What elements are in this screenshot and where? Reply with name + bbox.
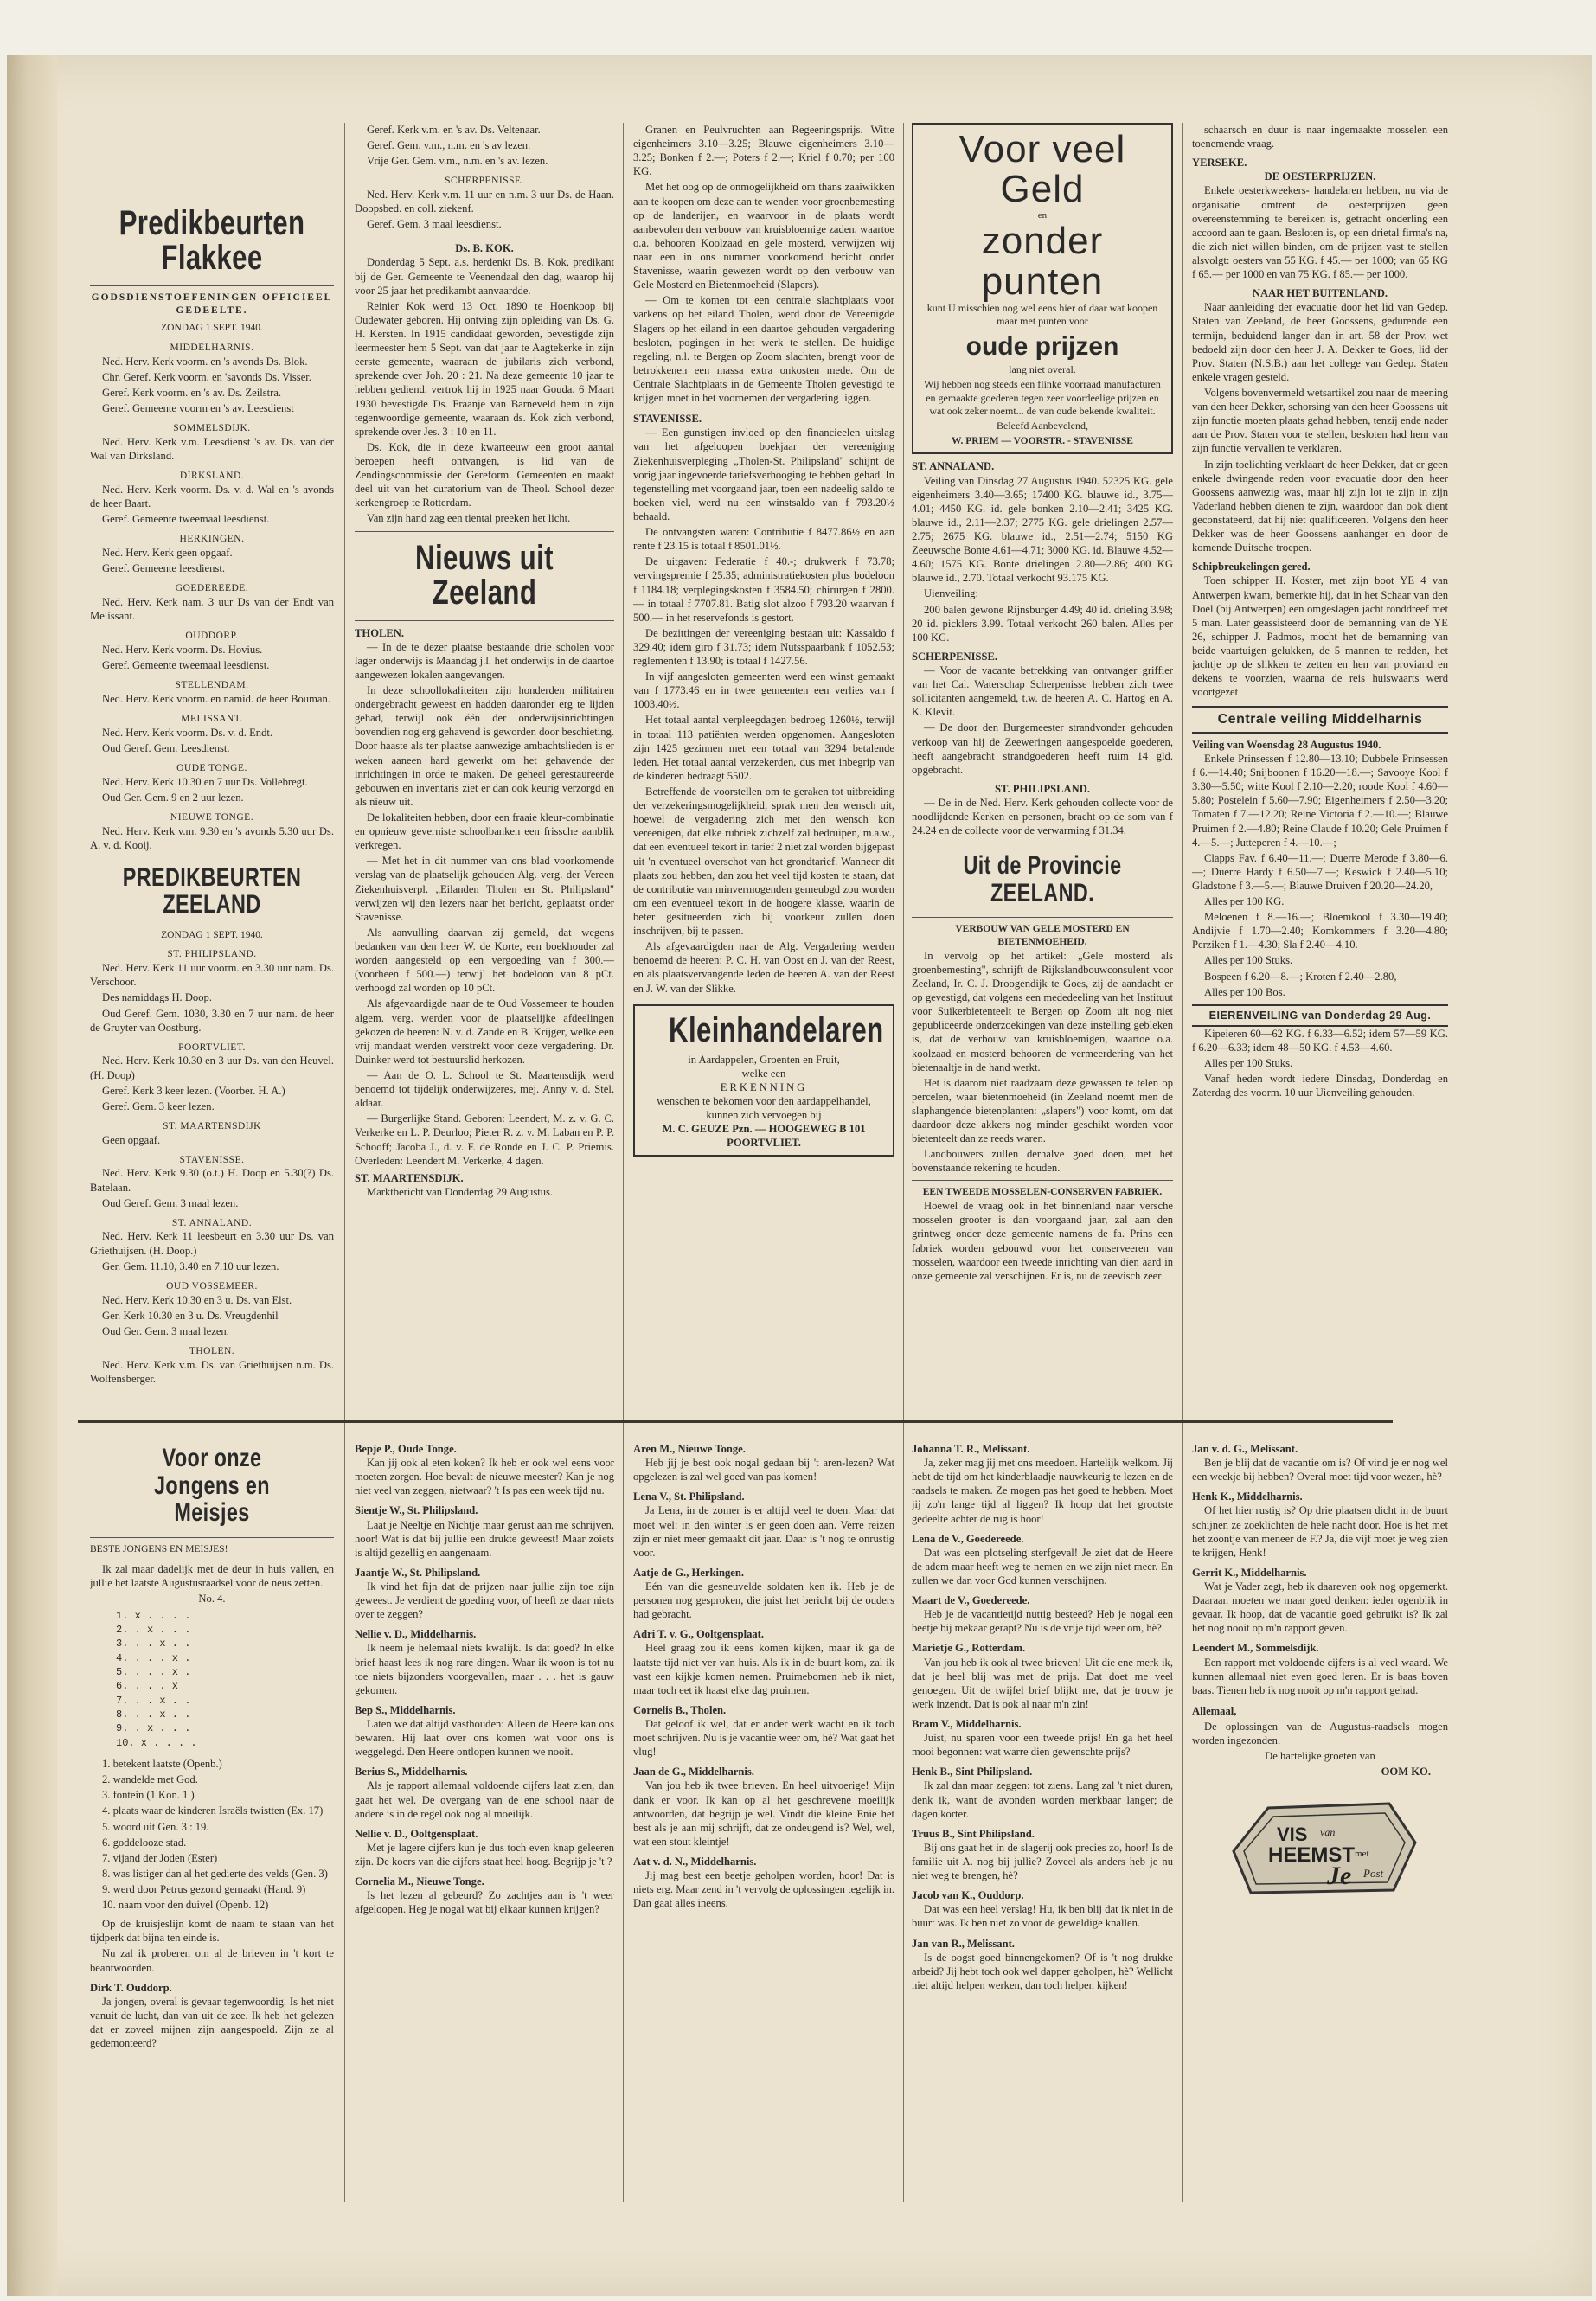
service-line: Ned. Herv. Kerk v.m. 9.30 en 's avonds 5.30 uur Ds. A. v. d. Kooij. xyxy=(90,824,334,851)
services-list-2 xyxy=(90,948,334,1385)
service-line: Ned. Herv. Kerk 11 leesbeurt en 3.30 uur Ds. van Griethuijsen. (H. Doop.) xyxy=(90,1230,334,1257)
obituary-paragraph: Donderdag 5 Sept. a.s. herdenkt Ds. B. Kok, predikant bij de Ger. Gemeente te Veenendaal den dag, waarop hij voor 25 jaar het predikambt aanvaardde. xyxy=(355,256,614,297)
veiling-date: Veiling van Woensdag 28 Augustus 1940. xyxy=(1192,738,1381,751)
service-line: Oud Geref. Gem. 1030, 3.30 en 7 uur nam. de heer de Gruyter van Oostburg. xyxy=(90,1007,334,1034)
puzzle-grid xyxy=(90,1610,334,1751)
service-line: Ned. Herv. Kerk voorm. Ds. v. d. Wal en 's avonds de heer Baart. xyxy=(90,483,334,510)
service-line: Ned. Herv. Kerk 10.30 en 3 u. Ds. van Elst. xyxy=(102,1293,292,1306)
news-paragraph: In deze schoollokaliteiten zijn honderden militairen ondergebracht geweest en hadden daaronder erg te lijden gehad, terwijl ook één der onderwijsinrichtingen bovendien nog erg gehavend is geworden door beschieting. Door haaste als ter plaatse aanwezige ambachtslieden is er weken aaneen hard gewerkt om het gehavende der inrichtingen in orde te maken. De geheel gerestaureerde gebouwen en inventaris ziet er dan ook keurig verzorgd en als nieuw uit. xyxy=(355,684,614,808)
closing-text-2: De hartelijke groeten van xyxy=(1265,1750,1375,1763)
price-paragraph: Clapps Fav. f 6.40—11.—; Duerre Merode f 3.80—6.—; Duerre Hardy f 6.50—7.—; Keswick f 2.40—5.10; Gladstone f 3.—5.—; Blauwe Druiven f 20.20—24.20, xyxy=(1192,851,1448,892)
article-paragraph: schaarsch en duur is naar ingemaakte mosselen een toenemende vraag. xyxy=(1192,124,1448,151)
puzzle-row: 7. . . x . . xyxy=(116,1694,191,1707)
service-line: Geref. Gemeente tweemaal leesdienst. xyxy=(102,659,270,671)
article-paragraph: Hoewel de vraag ook in het binnenland naar versche mosselen grooter is dan voorgaand jaar, zal aan den grintweg onder deze gemeente namens de fa. Prins een fabriek worden gebouwd voor het conserveeren van mosselen, waardoor een tweede inrichting van dien aard in onze gemeente zal verschijnen. Er is, nu de zeevisch zeer xyxy=(912,1200,1173,1282)
article-subheading-2: EEN TWEEDE MOSSELEN-CONSERVEN FABRIEK. xyxy=(922,1187,1163,1198)
auction-paragraph: Veiling van Dinsdag 27 Augustus 1940. 52325 KG. gele eigenheimers 3.40—3.65; 17400 KG. blauwe id., 3.75—4.01; 4450 KG. id. gele bonken 2.10—2.41; 3425 KG. blauwe id., 2.11—2.37; 2775 KG. gele drielingen 2.57—2.75; 2675 KG. blauwe id., 2.51—2.74; 5150 KG Zeeuwsche Bonte 4.61—4.71; 3000 KG. id. Blauwe 4.52—4.60; 1575 KG. Bonte drielingen 2.80—2.86; 400 KG blauwe id., 2.70. Totaal verkocht 93.175 KG. xyxy=(912,474,1173,585)
annaland-heading: ST. ANNALAND. xyxy=(912,460,995,473)
service-line: Vrije Ger. Gem. v.m., n.m. en 's av. lezen. xyxy=(367,155,548,168)
stphilipsland-heading: ST. PHILIPSLAND. xyxy=(995,782,1090,795)
letter-text: Heel graag zou ik eens komen kijken, maar ik ga de laatste tijd niet ver van huis. Als ik in de buurt kom, zal ik vast een kijkje komen nemen. Pruimebomen heb ik niet, maar toch eet ik haast elke dag pruimen. xyxy=(633,1642,894,1696)
article-paragraph: In zijn toelichting verklaart de heer Dekker, dat er geen enkele dwingende reden voor evacuatie door den heer Goossens aanwezig was, maar hij zijn lot te zijn in zijn Vaderland hebben dienen te zijn, waardoor dan ook dient geconstateerd, dat hij niet qualificeeren. Volgens den heer Dekker was de heer Goossens aanhanger en door de komende Duitsche troepen. xyxy=(1192,458,1448,554)
place-heading: MIDDELHARNIS. xyxy=(170,343,254,354)
puzzle-row: 1. x . . . . xyxy=(116,1609,191,1622)
letter-heading: Cornelia M., Nieuwe Tonge. xyxy=(355,1875,484,1888)
column-predikbeurten xyxy=(90,123,334,1420)
divider xyxy=(912,1180,1173,1181)
puzzle-clue: 7. vijand der Joden (Ester) xyxy=(102,1851,218,1864)
place-heading: NIEUWE TONGE. xyxy=(170,811,254,823)
letter-text: Bij ons gaat het in de slagerij ook precies zo, hoor! Is de familie uit A. nog bij jullie? Zoveel als anders heb je nu niet weg te brengen, hè? xyxy=(912,1841,1173,1882)
price-paragraph: Vanaf heden wordt iedere Dinsdag, Donderdag en Zaterdag des voorm. 10 uur Uienveiling gehouden. xyxy=(1192,1073,1448,1099)
divider xyxy=(912,917,1173,918)
stavenisse-report xyxy=(633,426,894,995)
ad-text-2: lang niet overal. xyxy=(1009,362,1076,375)
place-heading: STELLENDAM. xyxy=(175,680,249,691)
letter-heading: Truus B., Sint Philipsland. xyxy=(912,1827,1035,1840)
letter-heading: Nellie v. D., Ooltgensplaat. xyxy=(355,1827,478,1840)
column-yerseke-veiling xyxy=(1192,123,1448,1420)
letter-text: Van jou heb ik ook al twee brieven! Uit die ene merk ik, dat je heel blij was met de prijs. Dat doet me veel genoegen. Uit de twijfel brief blijkt me, dat je trouw je werk inzendt. Dat is ook al naar m'n zin! xyxy=(912,1656,1173,1710)
letter-text: Ik neem je helemaal niets kwalijk. Is dat goed? In elke brief haast lees ik nog rare dingen. Waar ik woon is tot nu toe niets bijzonders voorgevallen, maar . . . het is gauw gekomen. xyxy=(355,1642,614,1696)
letters-part-2 xyxy=(355,1442,614,1916)
price-paragraph: Meloenen f 8.—16.—; Bloemkool f 3.30—19.40; Andijvie f 1.70—2.40; Komkommers f 3.20—4.80; Perziken f 1.—4.30; Sla f 2.40—4.10. xyxy=(1192,911,1448,952)
market-news xyxy=(633,123,894,405)
letter-text: Ja, zeker mag jij met ons meedoen. Hartelijk welkom. Jij hebt de tijd om het kinderblaadje nauwkeurig te lezen en de raadsels te maken. Ze mogen pas het goed te hebben. Moet jij zo'n lange tijd al liggen? Ik hoop dat het grootste gedeelte achter de rug is hoor! xyxy=(912,1457,1173,1525)
puzzle-clue: 9. werd door Petrus gezond gemaakt (Hand. 9) xyxy=(102,1883,306,1896)
column-rule xyxy=(903,123,904,1472)
letter-heading: Jan van R., Melissant. xyxy=(912,1937,1015,1950)
place-heading: OUDDORP. xyxy=(185,631,239,642)
letter-text: Eén van die gesneuvelde soldaten ken ik. Heb je de personen nog gesproken, die juist het bericht bij de ouders had gebracht. xyxy=(633,1580,894,1621)
letter-text: Laten we dat altijd vasthouden: Alleen de Heere kan ons bewaren. Hij laat over ons komen wat voor ons is weggelegd. Den Heere ontlopen kunnen we nooit. xyxy=(355,1717,614,1759)
letter-heading: Nellie v. D., Middelharnis. xyxy=(355,1628,477,1641)
service-line: Ned. Herv. Kerk voorm. en 's avonds Ds. Blok. xyxy=(102,355,308,368)
place-heading: POORTVLIET. xyxy=(178,1042,246,1053)
oesterprijzen-article xyxy=(1192,183,1448,281)
news-paragraph: Als aanvulling daarvan zij gemeld, dat wegens bedanken van den heer W. de Korte, een boekhouder zal worden aangesteld op een vergoeding van f 300.— (voorheen f 500.—) terwijl het bodeloon van 8 pCt. verhoogd zal worden op 10 pCt. xyxy=(355,926,614,995)
children-column-1 xyxy=(90,1436,334,2197)
ad-en: en xyxy=(1037,210,1048,221)
divider xyxy=(90,285,334,286)
service-line: Ned. Herv. Kerk v.m. Ds. van Griethuijsen n.m. Ds. Wolfensberger. xyxy=(90,1358,334,1385)
place-heading: ST. PHILIPSLAND. xyxy=(167,949,257,960)
service-line: Ned. Herv. Kerk nam. 3 uur Ds van der Endt van Melissant. xyxy=(90,595,334,623)
puzzle-clue: 1. betekent laatste (Openb.) xyxy=(102,1758,222,1771)
letter-heading: Jacob van K., Ouddorp. xyxy=(912,1889,1024,1902)
veiling-prices xyxy=(1192,752,1448,999)
letter-heading: Aat v. d. N., Middelharnis. xyxy=(633,1855,757,1868)
article-paragraph: Naar aanleiding der evacuatie door het lid van Gedep. Staten van Zeeland, de heer Goossens, gedurende een termijn, beduidend langer dan in art. 58 der Prov. wet bedoeld zijn door den heer J. A. Dekker te Goes, lid der Prov. Staten (N.S.B.) aan het college van Gedep. Staten enkele vragen gesteld. xyxy=(1192,301,1448,383)
letter-heading: Johanna T. R., Melissant. xyxy=(912,1443,1030,1455)
headline-predikbeurten-flakkee: Predikbeurten Flakkee xyxy=(119,204,305,277)
service-line: Des namiddags H. Doop. xyxy=(102,991,212,1004)
services-list xyxy=(90,342,334,852)
letter-heading: Marietje G., Rotterdam. xyxy=(912,1642,1026,1655)
puzzle-clue: 6. goddelooze stad. xyxy=(102,1836,187,1849)
service-line: Ned. Herv. Kerk 10.30 en 7 uur Ds. Vollebregt. xyxy=(102,775,308,788)
news-paragraph: Als afgevaardigden naar de Alg. Vergadering werden benoemd de heeren: P. C. H. van Oost en J. van der Reest, en als plaatsvervangende leden de heeren A. van der Reest en J. W. van der Slikke. xyxy=(633,940,894,995)
letters-part-1 xyxy=(90,1981,334,2051)
place-heading: ST. MAARTENSDIJK xyxy=(163,1120,261,1131)
ad-line: in Aardappelen, Groenten en Fruit, xyxy=(688,1053,840,1066)
service-line: Ned. Herv. Kerk 9.30 (o.t.) H. Doop en 5.30(?) Ds. Batelaan. xyxy=(90,1167,334,1194)
divider xyxy=(90,1537,334,1538)
greeting: BESTE JONGENS EN MEISJES! xyxy=(90,1543,228,1554)
ad-text-4: Beleefd Aanbevelend, xyxy=(997,420,1088,433)
news-paragraph: De lokaliteiten hebben, door een fraaie kleur-combinatie en opnieuw geverniste schoolbanken een frissche aanblik verkregen. xyxy=(355,811,614,852)
puzzle-row: 2. . x . . . xyxy=(116,1623,191,1636)
place-heading: ST. ANNALAND. xyxy=(171,1217,253,1228)
letter-text: Wat je Vader zegt, heb ik daareven ook nog opgemerkt. Daaraan moeten we maar goed denken: ieder ogenblik in gevaar. Ik hoop, dat de vacantie goed gebruikt is? Ik zal het nog nooit op m'n rapport geven. xyxy=(1192,1580,1448,1635)
obituary-paragraph: Reinier Kok werd 13 Oct. 1890 te Hoenkoop bij Oudewater geboren. Hij ontving zijn opleiding van Ds. G. H. Kersten. In 1915 candidaat geworden, bevestigde zijn leermeester hem 5 Sept. van dat jaar te Aagtekerke in zijn eerste gemeente, waaraan de jubilaris zich verbond, sprekende over Joh. 20 : 21. Na deze gemeente 10 jaar te hebben gediend, vertrok hij in 1925 naar Gouda. 6 Maart 1930 bevestigde Ds. Fraanje van Barneveld hem in zijn tegenwoordige gemeente, waaraan ds. Kok zich verbond, sprekende over Jes. 3 : 10 en 11. xyxy=(355,299,614,438)
kicker: GODSDIENSTOEFENINGEN OFFICIEEL GEDEELTE. xyxy=(91,292,333,316)
puzzle-row: 10. x . . . . xyxy=(116,1736,197,1749)
service-line: Ned. Herv. Kerk v.m. Leesdienst 's av. Ds. van der Wal van Dirksland. xyxy=(90,436,334,463)
column-provincie-zeeland xyxy=(912,123,1173,1420)
service-line: Geref. Gem. 3 maal leesdienst. xyxy=(367,218,502,231)
page-spine-shadow xyxy=(7,55,57,2296)
letter-text: Laat je Neeltje en Nichtje maar gerust aan me schrijven, hoor! Wat is dat bij jullie een drukte geweest! Maar zoiets is altijd gezellig en aangenaam. xyxy=(355,1518,614,1559)
children-column-5 xyxy=(1192,1436,1448,2197)
letter-heading: Lena de V., Goedereede. xyxy=(912,1532,1024,1545)
puzzle-clue: 2. wandelde met God. xyxy=(102,1773,198,1786)
price-paragraph: Kipeieren 60—62 KG. f 6.33—6.52; idem 57—59 KG. f 6.20—6.33; idem 48—50 KG. f 4.53—4.60. xyxy=(1192,1027,1448,1054)
scherpenisse-news xyxy=(912,663,1173,777)
children-column-2 xyxy=(355,1436,614,2197)
letter-heading: Leendert M., Sommelsdijk. xyxy=(1192,1642,1319,1655)
letter-text: Ik vind het fijn dat de prijzen naar jullie zijn toe zijn geweest. Je verdient de goeding voor, of heeft ze daar niets over te zeggen? xyxy=(355,1580,614,1621)
obituary-heading: Ds. B. KOK. xyxy=(455,242,514,255)
service-line: Geref. Kerk v.m. en 's av. Ds. Veltenaar. xyxy=(367,124,541,136)
service-line: Geref. Gemeente voorm en 's av. Leesdienst xyxy=(102,402,294,415)
puzzle-row: 4. . . . x . xyxy=(116,1651,191,1664)
place-heading: HERKINGEN. xyxy=(179,534,245,545)
service-line: Ned. Herv. Kerk 11 uur voorm. en 3.30 uur nam. Ds. Verschoor. xyxy=(90,962,334,989)
service-line: Ger. Gem. 11.10, 3.40 en 7.10 uur lezen. xyxy=(102,1259,279,1272)
scherpenisse-heading: SCHERPENISSE. xyxy=(912,650,998,663)
intro: Ik zal maar dadelijk met de deur in huis vallen, en jullie het laatste Augustusraadsel voor de neus zetten. xyxy=(90,1563,334,1590)
service-line: Oud Ger. Gem. 3 maal lezen. xyxy=(102,1324,229,1337)
letter-heading: Maart de V., Goedereede. xyxy=(912,1594,1030,1607)
service-line: Ger. Kerk 10.30 en 3 u. Ds. Vreugdenhil xyxy=(102,1309,279,1322)
ad-line-2: zonder punten xyxy=(981,220,1104,303)
letter-text: Met je lagere cijfers kun je dus toch even knap geleeren zijn. De koers van die cijfers staat heel hoog. Begrijp je 't ? xyxy=(355,1841,614,1868)
place-heading: GOEDEREEDE. xyxy=(175,583,249,594)
letter-text: Kan jij ook al eten koken? Ik heb er ook wel eens voor moeten zorgen. Hoe bevalt de nieuwe meester? Kan je nog niet veel van zeggen, nietwaar? 't Is pas een week tijd nu. xyxy=(355,1457,614,1497)
tholen-heading: THOLEN. xyxy=(355,626,405,639)
stamp-graphic xyxy=(1216,1791,1424,1903)
news-paragraph: — Met het in dit nummer van ons blad voorkomende verslag van de plaatselijk gehouden Alg. verg. der Vereen Ziekenhuisverpl. „Eilanden Tholen en St. Philipsland" verwijzen wij den lezers naar het bericht, geplaatst onder Stavenisse. xyxy=(355,855,614,923)
closing-heading: Allemaal, xyxy=(1192,1704,1237,1717)
letter-text: Als je rapport allemaal voldoende cijfers laat zien, dan gaat het wel. De overgang van de ene school naar de andere is in de regel ook nog al moeilijk. xyxy=(355,1779,614,1820)
letter-heading: Aren M., Nieuwe Tonge. xyxy=(633,1443,746,1455)
letter-text: Ik zal dan maar zeggen: tot ziens. Lang zal 't niet duren, denk ik, want de avonden worden merkbaar langer; de dagen korter. xyxy=(912,1779,1173,1820)
place-heading: SCHERPENISSE. xyxy=(445,176,524,187)
stamp-word-vis: VIS xyxy=(1277,1823,1308,1846)
service-line: Geref. Kerk 3 keer lezen. (Voorber. H. A.) xyxy=(102,1084,285,1097)
children-column-3 xyxy=(633,1436,894,2197)
letter-text: Heb jij je best ook nogal gedaan bij 't aren-lezen? Wat opgelezen is zal wel goed van pas komen! xyxy=(633,1457,894,1484)
letter-text: Is de oogst goed binnengekomen? Of is 't nog drukke arbeid? Jij hebt toch ook wel dapper geholpen, hè? Wellicht niet altijd helpen werken, dan toch helpen kijken! xyxy=(912,1951,1173,1991)
puzzle-row: 9. . x . . . xyxy=(116,1722,191,1735)
horizontal-divider xyxy=(78,1420,1393,1423)
yerseke-subheading: DE OESTERPRIJZEN. xyxy=(1264,170,1376,183)
vis-van-heemst-stamp xyxy=(1216,1791,1424,1903)
letter-heading: Bram V., Middelharnis. xyxy=(912,1717,1022,1730)
letter-heading: Henk K., Middelharnis. xyxy=(1192,1490,1303,1503)
place-heading: OUD VOSSEMEER. xyxy=(166,1280,258,1292)
stamp-word-van: van xyxy=(1320,1826,1336,1839)
news-paragraph: De bezittingen der vereeniging bestaan uit: Kassaldo f 329.40; idem giro f 31.73; idem Nutsspaarbank f 1052.53; reglementen f 13.90; is totaal f 1427.56. xyxy=(633,626,894,668)
news-paragraph: Betreffende de voorstellen om te geraken tot uitbreiding der verzekeringsmogelijkheid, sprak men den wensch uit, hoewel de vergadering zich met den wensch kon vereenigen, dat elke rubriek zichzelf zal bedruipen, m.a.w., dat een eventueel tekort in tarief 2 niet zal worden bijgepast uit 'n eventueel overschot van het grondtarief. Wanneer dit plaats zou hebben, dan zou het veel tijd kosten te staan, dat de contributie van minvermogenden gemeubgd zou worden om een eventueel tekort in de hoogere klasse, waarin de beter gesitueerden zich bij voorkeur zullen doen inschrijven, bij te passen. xyxy=(633,785,894,938)
letters-part-4 xyxy=(912,1442,1173,1992)
divider xyxy=(355,620,614,621)
puzzle-note-paragraph: Nu zal ik proberen om al de brieven in 't kort te beantwoorden. xyxy=(90,1947,334,1974)
ad-line-1: Voor veel Geld xyxy=(958,128,1126,211)
news-paragraph: — Voor de vacante betrekking van ontvanger griffier van het Cal. Waterschap Scherpenisse hebben zich twee sollicitanten aangemeld, t.w. de heeren A. C. Hartog en A. K. Klevit. xyxy=(912,663,1173,719)
place-heading: MELISSANT. xyxy=(181,713,243,724)
buitenland-article xyxy=(1192,300,1448,554)
letter-text: Ben je blij dat de vacantie om is? Of vind je er nog wel een weekje bij hebben? Overal moet tijd voor wezen, hè? xyxy=(1192,1457,1448,1484)
news-paragraph: — Een gunstigen invloed op den financieelen uitslag van het afgeloopen boekjaar der vereeniging Ziekenhuisverpleging „Tholen-St. Philipsland" schijnt de vorig jaar ingevoerde tariefsverhooging te hebben gehad. In tegenstelling met voorgaand jaar, toen een nadeelig saldo te boeken viel, werd nu een winstsaldo van f 793.20½ behaald. xyxy=(633,426,894,522)
letter-heading: Lena V., St. Philipsland. xyxy=(633,1490,745,1503)
column-rule xyxy=(623,123,624,1472)
puzzle-row: 5. . . . x . xyxy=(116,1665,191,1678)
eieren-prices xyxy=(1192,1027,1448,1100)
service-line: Ned. Herv. Kerk 10.30 en 3 uur Ds. van den Heuvel. (H. Doop) xyxy=(90,1054,334,1081)
letter-text: Dat was een heel verslag! Hu, ik ben blij dat ik niet in de buurt was. Ik ben niet zo voor de geweldige knallen. xyxy=(912,1903,1173,1930)
letter-text: Jij mag best een beetje geholpen worden, hoor! Dat is niets erg. Maar zend in 't vervolg de oplossingen tegelijk in. Dan gaat alles ineens. xyxy=(633,1869,894,1910)
headline-uit-de-provincie: Uit de Provincie ZEELAND. xyxy=(963,851,1122,907)
letter-text: Dat geloof ik wel, dat er ander werk wacht en ik toch moet schrijven. Nu is je vacantie weer om, hè? Wat gaat het vlug! xyxy=(633,1717,894,1759)
market-report-line: Marktbericht van Donderdag 29 Augustus. xyxy=(367,1185,554,1198)
puzzle-row: 3. . . x . . xyxy=(116,1638,191,1650)
column-nieuws-uit-zeeland xyxy=(355,123,614,1420)
ad-line-3: oude prijzen xyxy=(965,331,1119,361)
letter-text: Ja jongen, overal is gevaar tegenwoordig. Is het niet vanuit de lucht, dan van uit de zee. Ik heb het gelezen dat er zoveel mijnen zijn aangespoeld. Zijn ze al gedemonteerd? xyxy=(90,1995,334,2050)
service-line: Ned. Herv. Kerk voorm. Ds. Hovius. xyxy=(102,643,263,656)
letter-text: Heb je de vacantietijd nuttig besteed? Heb je nogal een beetje bij mekaar gerapt? Nu is de vrije tijd weer om, hè? xyxy=(912,1608,1173,1635)
closing-text-1: De oplossingen van de Augustus-raadsels mogen worden ingezonden. xyxy=(1192,1720,1448,1747)
letter-text: Of het hier rustig is? Op drie plaatsen dicht in de buurt schijnen ze zoeklichten de hele nacht door. Hoe is het met het zoontje van meneer de F.? Ja, die vijf moet je weg zien te krijgen, Henk! xyxy=(1192,1504,1448,1559)
puzzle-note xyxy=(90,1917,334,1974)
headline-predikbeurten-zeeland: PREDIKBEURTEN ZEELAND xyxy=(122,862,302,920)
news-paragraph: De ontvangsten waren: Contributie f 8477.86½ en aan rente f 23.15 is totaal f 8501.01½. xyxy=(633,526,894,553)
mosselen-article xyxy=(912,1199,1173,1283)
service-line: Chr. Geref. Kerk voorm. en 'savonds Ds. Visser. xyxy=(102,370,311,383)
ad-line: welke een xyxy=(741,1067,786,1080)
service-line: Oud Geref. Gem. Leesdienst. xyxy=(102,741,230,754)
letter-heading: Jaantje W., St. Philipsland. xyxy=(355,1566,481,1579)
price-paragraph: Alles per 100 KG. xyxy=(1204,895,1285,908)
advertisement-priem xyxy=(912,123,1173,454)
price-paragraph: Alles per 100 Stuks. xyxy=(1204,954,1293,967)
puzzle-row: 6. . . . x xyxy=(116,1680,179,1693)
ad-headline: Kleinhandelaren xyxy=(669,1010,884,1049)
stamp-word-post: Post xyxy=(1363,1867,1384,1881)
service-line: Geref. Gem. 3 keer lezen. xyxy=(102,1099,215,1112)
letters-part-5 xyxy=(1192,1442,1448,1697)
letter-text: Van jou heb ik twee brieven. En heel uitvoerige! Mijn dank er voor. Ik kan op al het geschrevene moeilijk antwoorden, dat begrijp je wel. Vindt die kleine Enie het best als je aan mij schrijft, dat ze ondeugend is? Wel, wel, wat een stout kleintje! xyxy=(633,1779,894,1848)
stmaartensdijk-heading: ST. MAARTENSDIJK. xyxy=(355,1171,464,1184)
puzzle-row: 8. . . x . . xyxy=(116,1708,191,1721)
letter-heading: Jan v. d. G., Melissant. xyxy=(1192,1443,1298,1455)
ad-text-3: Wij hebben nog steeds een flinke voorraad manufacturen en gemaakte goederen tegen zeer voordeelige prijzen en wat ook zeker noemt... de van oude bekende kwaliteit. xyxy=(924,378,1161,418)
article-paragraph: Enkele oesterkweekers- handelaren hebben, nu via de organisatie omtrent de oesterprijzen geen overeenstemming te bereiken is, getracht onderling een accoord aan te gaan. Besloten is, op een drietal firma's na, die zich niet willen binden, om de prijzen vast te stellen alsvolgt: oesters van 55 KG. f 45.— per 1000; van 65 KG f 65.— per 1000 en van 75 KG. f 85.— per 1000. xyxy=(1192,184,1448,281)
price-paragraph: Enkele Prinsessen f 12.80—13.10; Dubbele Prinsessen f 6.—14.40; Snijboonen f 16.20—18.—; Savooye Kool f 3.30—5.50; witte Kool f 2.10—2.20; roode Kool f 4.60—5.80; Postelein f 5.60—7.90; Eigenheimers f 2.50—3.20; Tomaten f 7.—12.20; Reine Victoria f 2.—10.—; Blauwe Pruimen f 2.—4.80; Reine Claude f 10.20; Gele Pruimen f 4.—5.—; Jutteperen f 4.—10.—; xyxy=(1192,752,1448,849)
auction-paragraph: 200 balen gewone Rijnsburger 4.49; 40 id. drieling 3.98; 20 id. picklers 3.99. Totaal verkocht 260 balen. Alles per 100 KG. xyxy=(912,603,1173,644)
newspaper-page xyxy=(7,55,1592,2296)
place-heading: SOMMELSDIJK. xyxy=(173,423,251,434)
puzzle-clues xyxy=(90,1757,334,1912)
letters-part-3 xyxy=(633,1442,894,1910)
place-heading: THOLEN. xyxy=(189,1345,235,1356)
news-paragraph: — Om te komen tot een centrale slachtplaats voor varkens op het eiland Tholen, werd door de Vereenigde Slagers op het eiland in een daartoe gehouden vergadering besloten, pogingen in het werk te stellen. De huidige regeling, n.l. te Bergen op Zoom slachten, brengt voor de betrokkenen een massa extra onkosten mede. Om de Centrale Slachtplaats in de Gemeente Tholen gevestigd te krijgen moet in het voornemen der vergadering liggen. xyxy=(633,294,894,405)
puzzle-clue: 8. was listiger dan al het gedierte des velds (Gen. 3) xyxy=(102,1867,328,1880)
services-continued xyxy=(355,123,614,168)
puzzle-clue: 5. woord uit Gen. 3 : 19. xyxy=(102,1820,209,1833)
headline-nieuws-uit-zeeland: Nieuws uit Zeeland xyxy=(415,538,554,612)
news-paragraph: In vijf aangesloten gemeenten werd een winst gemaakt van f 1773.46 en in twee gemeenten een verlies van f 1003.40½. xyxy=(633,670,894,711)
service-line: Geref. Gemeente tweemaal leesdienst. xyxy=(102,513,270,526)
place-heading: OUDE TONGE. xyxy=(176,762,247,773)
letter-heading: Henk B., Sint Philipsland. xyxy=(912,1766,1033,1779)
advertisement-kleinhandelaren xyxy=(633,1004,894,1157)
ad-signature: W. PRIEM — VOORSTR. - STAVENISSE xyxy=(952,435,1133,446)
letter-text: Is het lezen al gebeurd? Zo zachtjes aan is 't weer afgeloopen. Heg je nogal wat bij elkaar kunnen krijgen? xyxy=(355,1889,614,1916)
service-line: Ned. Herv. Kerk v.m. 11 uur en n.m. 3 uur Ds. de Haan. Doopsbed. en coll. ziekenf. xyxy=(355,189,614,215)
letter-text: Dat was een plotseling sterfgeval! Je ziet dat de Heere de adem maar heeft weg te nemen en we zijn niet meer. En zullen we dan voor God kunnen verschijnen. xyxy=(912,1546,1173,1586)
news-paragraph: — In de te dezer plaatse bestaande drie scholen voor lager onderwijs is Maandag j.l. het onderwijs in de daartoe aangewezen lokalen aangevangen. xyxy=(355,640,614,681)
signature: OOM KO. xyxy=(1381,1766,1431,1779)
letter-heading: Adri T. v. G., Ooltgensplaat. xyxy=(633,1628,765,1641)
buitenland-heading: NAAR HET BUITENLAND. xyxy=(1252,287,1388,300)
stamp-word-je: Je xyxy=(1327,1862,1352,1891)
stphilipsland-news: — De in de Ned. Herv. Kerk gehouden collecte voor de noodlijdende Kerken en personen, bracht op de som van f 24.24 en de collecte voor de verwarming f 31.34. xyxy=(912,796,1173,837)
puzzle-clue: 3. fontein (1 Kon. 1 ) xyxy=(102,1789,195,1802)
column-rule xyxy=(344,123,345,1472)
auction-paragraph: Uienveiling: xyxy=(924,587,978,600)
article-paragraph: Het is daarom niet raadzaam deze gewassen te telen op percelen, waar bietenmoeheid (in Zeeland noemt men de slaphangende bietenplanten: „slapers") voor komt, om dat daardoor deze akkers nog minder geschikt worden voor bietenteelt dan ze reeds waren. xyxy=(912,1076,1173,1145)
column-rule xyxy=(1182,123,1183,1472)
services-lines xyxy=(355,188,614,231)
letter-heading: Dirk T. Ouddorp. xyxy=(90,1981,172,1994)
letter-text: Ja Lena, in de zomer is er altijd veel te doen. Maar dat moet wel: in den winter is er geen doen aan. Verre reizen zijn er niet meer gemaakt dit jaar. Daar is 't nog te onrustig voor. xyxy=(633,1504,894,1559)
schipbreukelingen-text: Toen schipper H. Koster, met zijn boot YE 4 van Antwerpen kwam, bemerkte hij, dat in het Schaar van den Doel (bij Antwerpen) een omgeslagen jacht ronddreef met 5 man. Later geassisteerd door de bemanning van de YE 26, schipper J. Padmos, mocht het de bemanning van beide vaartuigen gelukken, de 5 mannen te redden, het jachtje op de slikken te zetten en hen van proviand en dekens te voorzien, waarna de reis huiswaarts werd voortgezet xyxy=(1192,574,1448,699)
date-line: ZONDAG 1 SEPT. 1940. xyxy=(161,323,263,334)
service-line: Ned. Herv. Kerk geen opgaaf. xyxy=(102,547,233,560)
ad-line: wenschen te bekomen voor den aardappelhandel, kunnen zich vervoegen bij xyxy=(657,1095,871,1122)
column-stavenisse xyxy=(633,123,894,1420)
eieren-title: EIERENVEILING van Donderdag 29 Aug. xyxy=(1192,1004,1448,1027)
obituary-paragraph: Ds. Kok, die in deze kwarteeuw een groot aantal beroepen heeft ontvangen, is lid van de Zendingscommissie der Gereform. Gemeenten en maakt deel uit van het curatorium van de Theol. School dezer kerkengroep te Rotterdam. xyxy=(355,440,614,510)
news-paragraph: Als afgevaardigde naar de te Oud Vossemeer te houden algem. verg. werden voor de plaatselijke afdeelingen gekozen de heeren: N. v. d. Zande en B. Krijger, welke een vrij mandaat werden verstrekt voor deze vergadering. Dr. Duinker werd tot bestuurslid herkozen. xyxy=(355,997,614,1066)
schipbreukelingen-heading: Schipbreukelingen gered. xyxy=(1192,561,1311,574)
service-line: Geref. Kerk voorm. en 's av. Ds. Zeilstra. xyxy=(102,387,282,400)
service-line: Ned. Herv. Kerk voorm. Ds. v. d. Endt. xyxy=(102,726,273,739)
letter-heading: Jaan de G., Middelharnis. xyxy=(633,1766,754,1779)
service-line: Ned. Herv. Kerk voorm. en namid. de heer Bouman. xyxy=(102,692,330,705)
letter-text: Juist, nu sparen voor een tweede prijs! En ga het heel mooi begonnen: wat warre dien gewenschte prijs? xyxy=(912,1732,1173,1759)
obituary-text xyxy=(355,255,614,525)
service-line: Geref. Gem. v.m., n.m. en 's av lezen. xyxy=(367,139,531,152)
price-paragraph: Alles per 100 Bos. xyxy=(1204,985,1285,998)
letter-heading: Sientje W., St. Philipsland. xyxy=(355,1504,478,1517)
letter-heading: Gerrit K., Middelharnis. xyxy=(1192,1566,1307,1579)
service-line: Geen opgaaf. xyxy=(102,1133,161,1146)
news-paragraph: Het totaal aantal verpleegdagen bedroeg 1260½, terwijl in totaal 113 patiënten werden opgenomen. Aangesloten zijn 1425 gezinnen met een totaal van 3294 betalende leden. Het totaal aantal verzekerden, dus met inbegrip van de kinderen bedraagt 5502. xyxy=(633,714,894,782)
puzzle-number: No. 4. xyxy=(198,1593,226,1606)
column-rule xyxy=(903,1433,904,2202)
news-paragraph: — Aan de O. L. School te St. Maartensdijk werd benoemd tot tijdelijk onderwijzeres, mej. Anny v. d. Stel, aldaar. xyxy=(355,1068,614,1110)
puzzle-note-paragraph: Op de kruisjeslijn komt de naam te staan van het tijdperk dat bijna ten einde is. xyxy=(90,1918,334,1945)
letter-text: Een rapport met voldoende cijfers is al veel waard. We kunnen allemaal niet even goed leren. Er is baas boven baas. Tienen heb ik nog nooit op m'n rapport gehad. xyxy=(1192,1656,1448,1696)
service-line: Oud Geref. Gem. 3 maal lezen. xyxy=(102,1196,239,1209)
ad-line: POORTVLIET. xyxy=(727,1137,801,1150)
letter-heading: Aatje de G., Herkingen. xyxy=(633,1566,745,1579)
article-paragraph: In vervolg op het artikel: „Gele mosterd als groenbemesting", schrijft de Rijkslandbouwconsulent voor Zeeland, Ir. C. J. Droogendijk te Goes, zij de aandacht er op gevestigd, dat volgens een mededeeling van het Instituut voor Suikerbietenteelt te Bergen op Zoom uit nog niet gepubliceerde onderzoekingen van deze instelling gebleken is, dat de verbouw van kruisbloemigen, waartoe o.a. koolzaad en mosterd behooren de vermeerdering van het bietenaaltje in de hand werkt. xyxy=(912,949,1173,1074)
ad-text-1: kunt U misschien nog wel eens hier of daar wat koopen maar met punten voor xyxy=(926,301,1158,328)
ad-line: ERKENNING xyxy=(720,1080,808,1093)
service-line: Geref. Gemeente leesdienst. xyxy=(102,562,225,575)
news-paragraph: — Burgerlijke Stand. Geboren: Leendert, M. z. v. G. C. Verkerke en L. P. Deurloo; Pieter R. z. v. M. Laban en P. P. Schooff; Jacoba J., d. v. F. de Ronde en J. C. P. Priemis. Overleden: Leendert M. Verkerke, 4 dagen. xyxy=(355,1112,614,1167)
news-paragraph: De uitgaven: Federatie f 40.-; drukwerk f 73.78; vervingspremie f 25.35; administratiekosten plus bodeloon f 1184.18; verplegingskosten f 3584.50; chirurgen f 2800.— in totaal f 7707.81. Batig slot alzoo f 793.20 waarvan f 500.— in het reservefonds is gestort. xyxy=(633,555,894,624)
tholen-news xyxy=(355,640,614,1168)
yerseke-heading: YERSEKE. xyxy=(1192,157,1247,170)
divider xyxy=(355,531,614,532)
article-paragraph: Volgens bovenvermeld wetsartikel zou naar de meening van den heer Dekker, schorsing van den heer Goossens uit zijn functie moeten plaats gehad hebben, tenzij ende nader aan de Prov. Staten voor te stellen, besloten had hem van zijn functie vervallen te verklaren. xyxy=(1192,386,1448,455)
price-paragraph: Bospeen f 6.20—8.—; Kroten f 2.40—2.80, xyxy=(1204,970,1397,983)
column-rule xyxy=(623,1433,624,2202)
ad-line: M. C. GEUZE Pzn. — HOOGEWEG B 101 xyxy=(662,1123,866,1136)
date-line-2: ZONDAG 1 SEPT. 1940. xyxy=(161,929,263,940)
article-subheading: VERBOUW VAN GELE MOSTERD EN BIETENMOEHEID. xyxy=(955,924,1130,948)
headline-jongens-en-meisjes: Voor onze Jongens en Meisjes xyxy=(154,1444,270,1527)
obituary-paragraph: Van zijn hand zag een tiental preeken het licht. xyxy=(367,512,571,525)
letter-heading: Cornelis B., Tholen. xyxy=(633,1703,727,1716)
letter-heading: Bep S., Middelharnis. xyxy=(355,1703,456,1716)
mosterd-article xyxy=(912,949,1173,1176)
news-paragraph: — De door den Burgemeester strandvonder gehouden verkoop van hij de Zeeweringen aangespoelde goederen, heeft aangebracht strandgoederen heeft ruim 14 gld. opgebracht. xyxy=(912,721,1173,776)
puzzle-clue: 10. naam voor den duivel (Openb. 12) xyxy=(102,1899,269,1912)
puzzle-clue: 4. plaats waar de kinderen Israëls twistten (Ex. 17) xyxy=(102,1804,324,1817)
letter-heading: Bepje P., Oude Tonge. xyxy=(355,1443,457,1455)
place-heading: DIRKSLAND. xyxy=(179,471,245,482)
stamp-word-met: met xyxy=(1355,1849,1369,1860)
mosselen-continued xyxy=(1192,123,1448,151)
stavenisse-heading: STAVENISSE. xyxy=(633,413,702,426)
price-paragraph: Alles per 100 Stuks. xyxy=(1204,1057,1293,1070)
annaland-auction xyxy=(912,474,1173,644)
place-heading: STAVENISSE. xyxy=(179,1154,245,1165)
children-column-4 xyxy=(912,1436,1173,2197)
article-paragraph: Landbouwers zullen derhalve goed doen, met het bovenstaande rekening te houden. xyxy=(912,1148,1173,1175)
letter-heading: Berius S., Middelharnis. xyxy=(355,1766,468,1779)
service-line: Oud Ger. Gem. 9 en 2 uur lezen. xyxy=(102,791,244,804)
news-paragraph: Met het oog op de onmogelijkheid om thans zaaiwikken aan te koopen om deze aan te wenden voor groenbemesting op de landerijen, en waarvoor in de plaats wordt aanbevolen den verbouw van kruisbloemige zaden, waartoe o.a. behooren Koolzaad en gele mosterd, verwijzen wij naar een in ons nummer voorkomend bericht onder Stavenisse, waarin gewezen wordt op den verbouw van Gele Mosterd en Bietenmoeheid (Slapers). xyxy=(633,181,894,292)
veiling-title: Centrale veiling Middelharnis xyxy=(1192,706,1448,734)
column-rule xyxy=(344,1433,345,2202)
news-paragraph: Granen en Peulvruchten aan Regeeringsprijs. Witte eigenheimers 3.10—3.25; Blauwe eigenheimers 3.10—3.25; Bonken f 2.—; Poters f 2.—; Kriel f 0.70; per 100 KG. xyxy=(633,124,894,178)
ad-body xyxy=(642,1053,886,1150)
stamp-word-heemst: HEEMST xyxy=(1268,1843,1356,1868)
column-rule xyxy=(1182,1433,1183,2202)
